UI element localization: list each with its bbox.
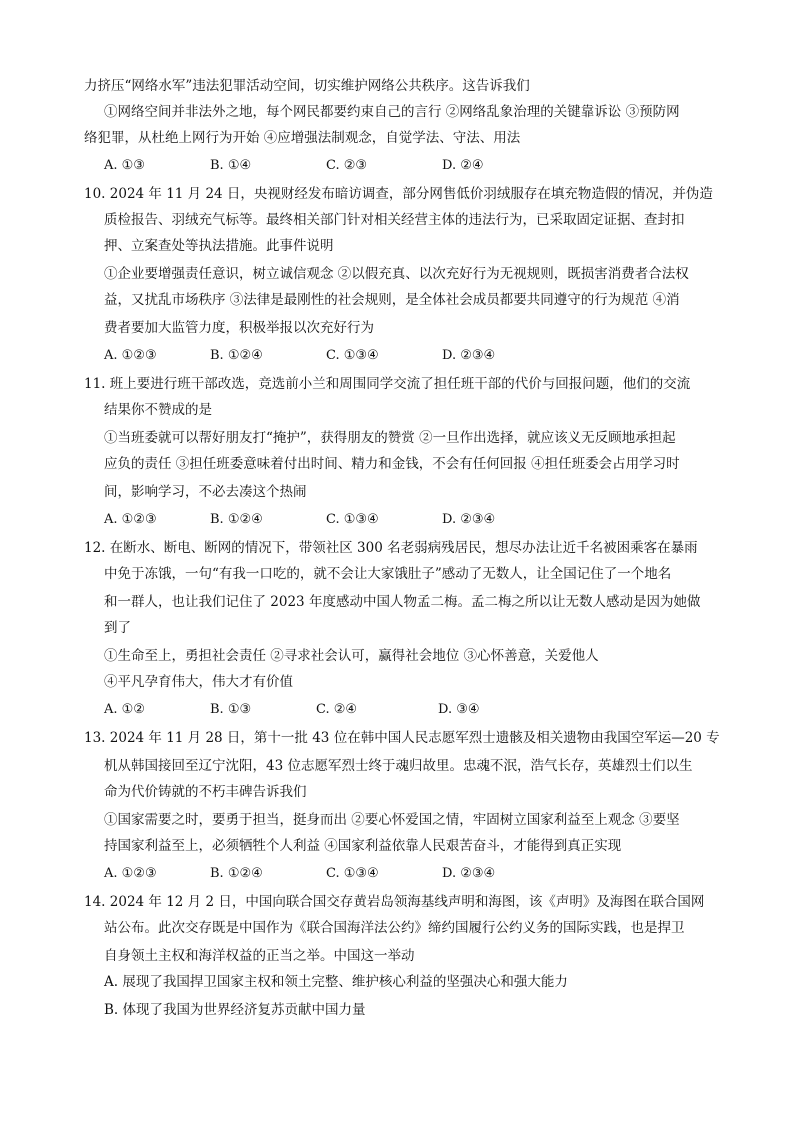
question-stem: 11. 班上要进行班干部改选，竞选前小兰和周围同学交流了担任班干部的代价与回报问题，他们的交流	[84, 376, 691, 392]
option-c[interactable]: C. ①③④	[326, 512, 379, 527]
answer-options	[104, 700, 704, 720]
question-stem: 结果你不赞成的是	[104, 402, 212, 418]
question-stem: 13. 2024 年 11 月 28 日，第十一批 43 位在韩中国人民志愿军烈士遗骸及相关遗物由我国空军运—20 专	[84, 730, 720, 746]
option-a[interactable]: A. ①②	[104, 702, 145, 717]
question-stem: 自身领土主权和海洋权益的正当之举。中国这一举动	[104, 948, 415, 964]
option-d[interactable]: D. ②③④	[442, 866, 496, 881]
question-stem: 命为代价铸就的不朽丰碑告诉我们	[104, 784, 307, 800]
question-statement: ①网络空间并非法外之地，每个网民都要约束自己的言行 ②网络乱象治理的关键靠诉讼 ③预防网	[104, 104, 680, 120]
question-stem: 质检报告、羽绒充气标等。最终相关部门针对相关经营主体的违法行为，已采取固定证据、查封扣	[104, 212, 685, 228]
question-stem: 力挤压“网络水军”违法犯罪活动空间，切实维护网络公共秩序。这告诉我们	[84, 78, 530, 94]
question-statement: ④平凡孕育伟大，伟大才有价值	[104, 674, 293, 690]
option-c[interactable]: C. ①③④	[326, 348, 379, 363]
question-stem: 站公布。此次交存既是中国作为《联合国海洋法公约》缔约国履行公约义务的国际实践，也是捍卫	[104, 920, 685, 936]
choice-b[interactable]: B. 体现了我国为世界经济复苏贡献中国力量	[104, 1002, 366, 1018]
question-statement: 益，又扰乱市场秩序 ③法律是最刚性的社会规则，是全体社会成员都要共同遵守的行为规范 ④消	[104, 292, 680, 308]
question-statement: 络犯罪，从杜绝上网行为开始 ④应增强法制观念，自觉学法、守法、用法	[84, 130, 521, 146]
option-a[interactable]: A. ①②③	[104, 866, 157, 881]
option-b[interactable]: B. ①②④	[210, 512, 263, 527]
option-d[interactable]: D. ②③④	[442, 512, 496, 527]
option-a[interactable]: A. ①②③	[104, 348, 157, 363]
question-statement: 应负的责任 ③担任班委意味着付出时间、精力和金钱，不会有任何回报 ④担任班委会占用学习时	[104, 456, 680, 472]
option-b[interactable]: B. ①②④	[210, 866, 263, 881]
answer-options	[104, 864, 704, 884]
question-statement: ①当班委就可以帮好朋友打“掩护”，获得朋友的赞赏 ②一旦作出选择，就应该义无反顾地承担起	[104, 430, 676, 446]
question-statement: ①国家需要之时，要勇于担当，挺身而出 ②要心怀爱国之情，牢固树立国家利益至上观念 ③要坚	[104, 812, 680, 828]
question-statement: ①企业要增强责任意识，树立诚信观念 ②以假充真、以次充好行为无视规则，既损害消费者合法权	[104, 266, 689, 282]
option-c[interactable]: C. ②④	[316, 702, 358, 717]
option-d[interactable]: D. ②③④	[442, 348, 496, 363]
answer-options	[104, 346, 704, 366]
question-stem: 机从韩国接回至辽宁沈阳，43 位志愿军烈士终于魂归故里。忠魂不泯，浩气长存，英雄烈士们以生	[104, 758, 693, 774]
choice-a[interactable]: A. 展现了我国捍卫国家主权和领土完整、维护核心利益的坚强决心和强大能力	[104, 974, 568, 990]
option-b[interactable]: B. ①④	[210, 158, 252, 173]
question-stem: 14. 2024 年 12 月 2 日，中国向联合国交存黄岩岛领海基线声明和海图，该《声明》及海图在联合国网	[84, 894, 705, 910]
question-statement: 间，影响学习，不必去凑这个热闹	[104, 484, 307, 500]
question-stem: 12. 在断水、断电、断网的情况下，带领社区 300 名老弱病残居民，想尽办法让近千名被困乘客在暴雨	[84, 540, 698, 556]
option-b[interactable]: B. ①②④	[210, 348, 263, 363]
option-c[interactable]: C. ①③④	[326, 866, 379, 881]
question-statement: 持国家利益至上，必须牺牲个人利益 ④国家利益依靠人民艰苦奋斗，才能得到真正实现	[104, 838, 622, 854]
question-stem: 中免于冻饿，一句“有我一口吃的，就不会让大家饿肚子”感动了无数人，让全国记住了一个地名	[104, 566, 672, 582]
option-c[interactable]: C. ②③	[326, 158, 368, 173]
answer-options	[104, 156, 704, 176]
option-a[interactable]: A. ①②③	[104, 512, 157, 527]
question-statement: 费者要加大监管力度，积极举报以次充好行为	[104, 320, 374, 336]
question-stem: 押、立案查处等执法措施。此事件说明	[104, 238, 334, 254]
option-d[interactable]: D. ③④	[438, 702, 480, 717]
question-stem: 到了	[104, 620, 131, 636]
question-stem: 和一群人，也让我们记住了 2023 年度感动中国人物孟二梅。孟二梅之所以让无数人感动是因为她做	[104, 594, 701, 610]
answer-options	[104, 510, 704, 530]
question-statement: ①生命至上，勇担社会责任 ②寻求社会认可，赢得社会地位 ③心怀善意，关爱他人	[104, 648, 599, 664]
option-d[interactable]: D. ②④	[442, 158, 484, 173]
option-a[interactable]: A. ①③	[104, 158, 145, 173]
question-stem: 10. 2024 年 11 月 24 日，央视财经发布暗访调查，部分网售低价羽绒服存在填充物造假的情况，并伪造	[84, 186, 713, 202]
option-b[interactable]: B. ①③	[210, 702, 252, 717]
